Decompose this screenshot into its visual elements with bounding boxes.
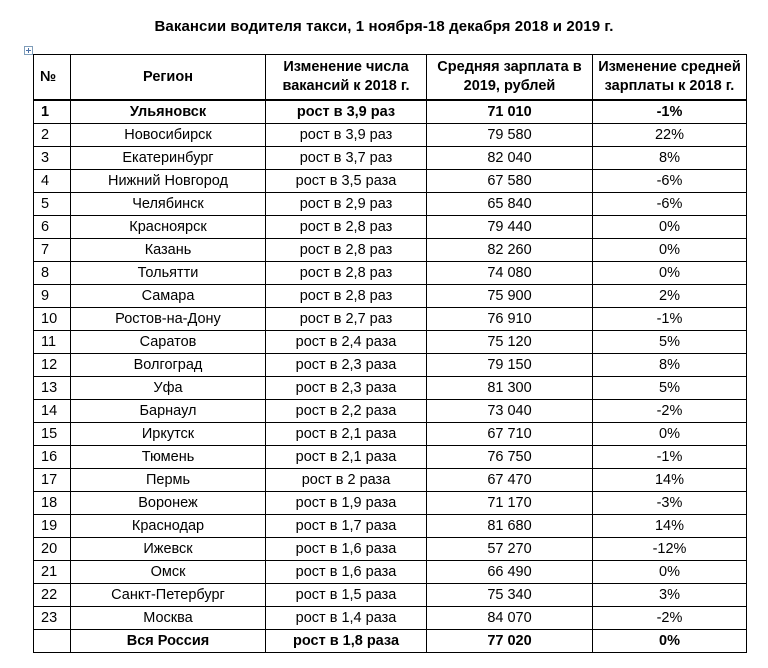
table-row	[34, 377, 747, 400]
cell-vacancies-change: рост в 1,7 раза	[266, 515, 427, 538]
cell-num: 19	[34, 515, 71, 538]
cell-vacancies-change: рост в 1,6 раза	[266, 538, 427, 561]
vacancies-table	[33, 54, 747, 653]
cell-vacancies-change: рост в 2,8 раз	[266, 216, 427, 239]
cell-salary-change: -1%	[593, 308, 747, 331]
table-row	[34, 285, 747, 308]
table-row	[34, 331, 747, 354]
cell-vacancies-change: рост в 2,2 раза	[266, 400, 427, 423]
table-row	[34, 354, 747, 377]
table-row	[34, 446, 747, 469]
cell-salary-change: 8%	[593, 354, 747, 377]
cell-salary-change: -3%	[593, 492, 747, 515]
cell-avg-salary: 75 900	[427, 285, 593, 308]
table-row	[34, 561, 747, 584]
cell-vacancies-change: рост в 2,3 раза	[266, 354, 427, 377]
table-row	[34, 538, 747, 561]
cell-avg-salary: 65 840	[427, 193, 593, 216]
cell-region: Тюмень	[71, 446, 266, 469]
cell-salary-change: 5%	[593, 331, 747, 354]
cell-region: Екатеринбург	[71, 147, 266, 170]
table-row	[34, 308, 747, 331]
cell-vacancies-change: рост в 2,1 раза	[266, 423, 427, 446]
cell-num: 7	[34, 239, 71, 262]
cell-num	[34, 630, 71, 653]
cell-salary-change: 5%	[593, 377, 747, 400]
table-row	[34, 170, 747, 193]
cell-num: 15	[34, 423, 71, 446]
cell-num: 20	[34, 538, 71, 561]
cell-num: 9	[34, 285, 71, 308]
table-header	[34, 55, 747, 101]
cell-salary-change: -6%	[593, 170, 747, 193]
cell-salary-change: 14%	[593, 469, 747, 492]
cell-avg-salary: 84 070	[427, 607, 593, 630]
table-row	[34, 239, 747, 262]
cell-region: Пермь	[71, 469, 266, 492]
cell-region: Самара	[71, 285, 266, 308]
header-vacancies-change: Изменение числа вакансий к 2018 г.	[266, 55, 427, 101]
cell-region: Уфа	[71, 377, 266, 400]
cell-region: Челябинск	[71, 193, 266, 216]
cell-region: Краснодар	[71, 515, 266, 538]
cell-region: Москва	[71, 607, 266, 630]
cell-avg-salary: 79 440	[427, 216, 593, 239]
cell-avg-salary: 82 040	[427, 147, 593, 170]
cell-vacancies-change: рост в 3,7 раз	[266, 147, 427, 170]
table-row	[34, 607, 747, 630]
cell-num: 21	[34, 561, 71, 584]
cell-salary-change: 0%	[593, 262, 747, 285]
cell-region: Воронеж	[71, 492, 266, 515]
cell-vacancies-change: рост в 2,3 раза	[266, 377, 427, 400]
cell-salary-change: 0%	[593, 239, 747, 262]
cell-vacancies-change: рост в 1,8 раза	[266, 630, 427, 653]
cell-vacancies-change: рост в 2,8 раз	[266, 239, 427, 262]
cell-avg-salary: 79 580	[427, 124, 593, 147]
cell-region: Омск	[71, 561, 266, 584]
table-row	[34, 469, 747, 492]
header-region: Регион	[71, 55, 266, 101]
cell-vacancies-change: рост в 2 раза	[266, 469, 427, 492]
cell-region: Вся Россия	[71, 630, 266, 653]
cell-salary-change: 22%	[593, 124, 747, 147]
cell-num: 14	[34, 400, 71, 423]
cell-avg-salary: 75 120	[427, 331, 593, 354]
cell-vacancies-change: рост в 2,9 раз	[266, 193, 427, 216]
cell-region: Тольятти	[71, 262, 266, 285]
cell-num: 16	[34, 446, 71, 469]
cell-region: Новосибирск	[71, 124, 266, 147]
cell-region: Ростов-на-Дону	[71, 308, 266, 331]
cell-num: 6	[34, 216, 71, 239]
cell-salary-change: -6%	[593, 193, 747, 216]
table-row	[34, 400, 747, 423]
cell-salary-change: -12%	[593, 538, 747, 561]
cell-num: 12	[34, 354, 71, 377]
table-row	[34, 193, 747, 216]
cell-avg-salary: 75 340	[427, 584, 593, 607]
cell-vacancies-change: рост в 2,8 раз	[266, 262, 427, 285]
cell-avg-salary: 57 270	[427, 538, 593, 561]
cell-avg-salary: 74 080	[427, 262, 593, 285]
cell-region: Саратов	[71, 331, 266, 354]
cell-vacancies-change: рост в 3,9 раз	[266, 100, 427, 124]
cell-vacancies-change: рост в 3,5 раза	[266, 170, 427, 193]
cell-num: 1	[34, 100, 71, 124]
table-row	[34, 262, 747, 285]
cell-avg-salary: 71 170	[427, 492, 593, 515]
cell-avg-salary: 66 490	[427, 561, 593, 584]
cell-avg-salary: 67 580	[427, 170, 593, 193]
cell-avg-salary: 81 680	[427, 515, 593, 538]
cell-region: Ульяновск	[71, 100, 266, 124]
cell-num: 8	[34, 262, 71, 285]
cell-vacancies-change: рост в 1,5 раза	[266, 584, 427, 607]
table-row	[34, 216, 747, 239]
cell-avg-salary: 76 750	[427, 446, 593, 469]
table-title: Вакансии водителя такси, 1 ноября-18 декабря 2018 и 2019 г.	[154, 18, 614, 35]
cell-num: 3	[34, 147, 71, 170]
cell-region: Красноярск	[71, 216, 266, 239]
cell-avg-salary: 76 910	[427, 308, 593, 331]
header-avg-salary: Средняя зарплата в 2019, рублей	[427, 55, 593, 101]
header-salary-change: Изменение средней зарплаты к 2018 г.	[593, 55, 747, 101]
cell-salary-change: 14%	[593, 515, 747, 538]
header-row	[34, 55, 747, 101]
cell-region: Ижевск	[71, 538, 266, 561]
cell-salary-change: -1%	[593, 446, 747, 469]
cell-vacancies-change: рост в 1,4 раза	[266, 607, 427, 630]
cell-salary-change: 0%	[593, 216, 747, 239]
table-body	[34, 100, 747, 653]
cell-avg-salary: 82 260	[427, 239, 593, 262]
table-row	[34, 147, 747, 170]
cell-avg-salary: 77 020	[427, 630, 593, 653]
cell-region: Барнаул	[71, 400, 266, 423]
cell-num: 13	[34, 377, 71, 400]
table-row	[34, 492, 747, 515]
cell-salary-change: -2%	[593, 400, 747, 423]
cell-avg-salary: 81 300	[427, 377, 593, 400]
cell-salary-change: 0%	[593, 423, 747, 446]
cell-num: 4	[34, 170, 71, 193]
cell-vacancies-change: рост в 2,1 раза	[266, 446, 427, 469]
cell-salary-change: -1%	[593, 100, 747, 124]
cell-vacancies-change: рост в 1,6 раза	[266, 561, 427, 584]
cell-num: 18	[34, 492, 71, 515]
cell-salary-change: 0%	[593, 561, 747, 584]
cell-vacancies-change: рост в 2,4 раза	[266, 331, 427, 354]
cell-num: 11	[34, 331, 71, 354]
cell-vacancies-change: рост в 1,9 раза	[266, 492, 427, 515]
cell-avg-salary: 73 040	[427, 400, 593, 423]
cell-vacancies-change: рост в 2,7 раз	[266, 308, 427, 331]
cell-salary-change: 8%	[593, 147, 747, 170]
cell-num: 17	[34, 469, 71, 492]
cell-salary-change: 0%	[593, 630, 747, 653]
table-move-handle-icon[interactable]	[24, 46, 33, 55]
table-row-highlighted	[34, 100, 747, 124]
table-row	[34, 515, 747, 538]
cell-region: Санкт-Петербург	[71, 584, 266, 607]
cell-num: 23	[34, 607, 71, 630]
cell-region: Волгоград	[71, 354, 266, 377]
header-num: №	[34, 55, 71, 101]
cell-region: Нижний Новгород	[71, 170, 266, 193]
cell-region: Казань	[71, 239, 266, 262]
total-row	[34, 630, 747, 653]
cell-avg-salary: 67 710	[427, 423, 593, 446]
cell-num: 5	[34, 193, 71, 216]
cell-salary-change: 3%	[593, 584, 747, 607]
cell-num: 2	[34, 124, 71, 147]
table-row	[34, 124, 747, 147]
table-row	[34, 584, 747, 607]
table-row	[34, 423, 747, 446]
cell-avg-salary: 79 150	[427, 354, 593, 377]
cell-num: 22	[34, 584, 71, 607]
cell-salary-change: 2%	[593, 285, 747, 308]
cell-num: 10	[34, 308, 71, 331]
cell-vacancies-change: рост в 2,8 раз	[266, 285, 427, 308]
cell-region: Иркутск	[71, 423, 266, 446]
cell-avg-salary: 71 010	[427, 100, 593, 124]
cell-vacancies-change: рост в 3,9 раз	[266, 124, 427, 147]
cell-salary-change: -2%	[593, 607, 747, 630]
cell-avg-salary: 67 470	[427, 469, 593, 492]
